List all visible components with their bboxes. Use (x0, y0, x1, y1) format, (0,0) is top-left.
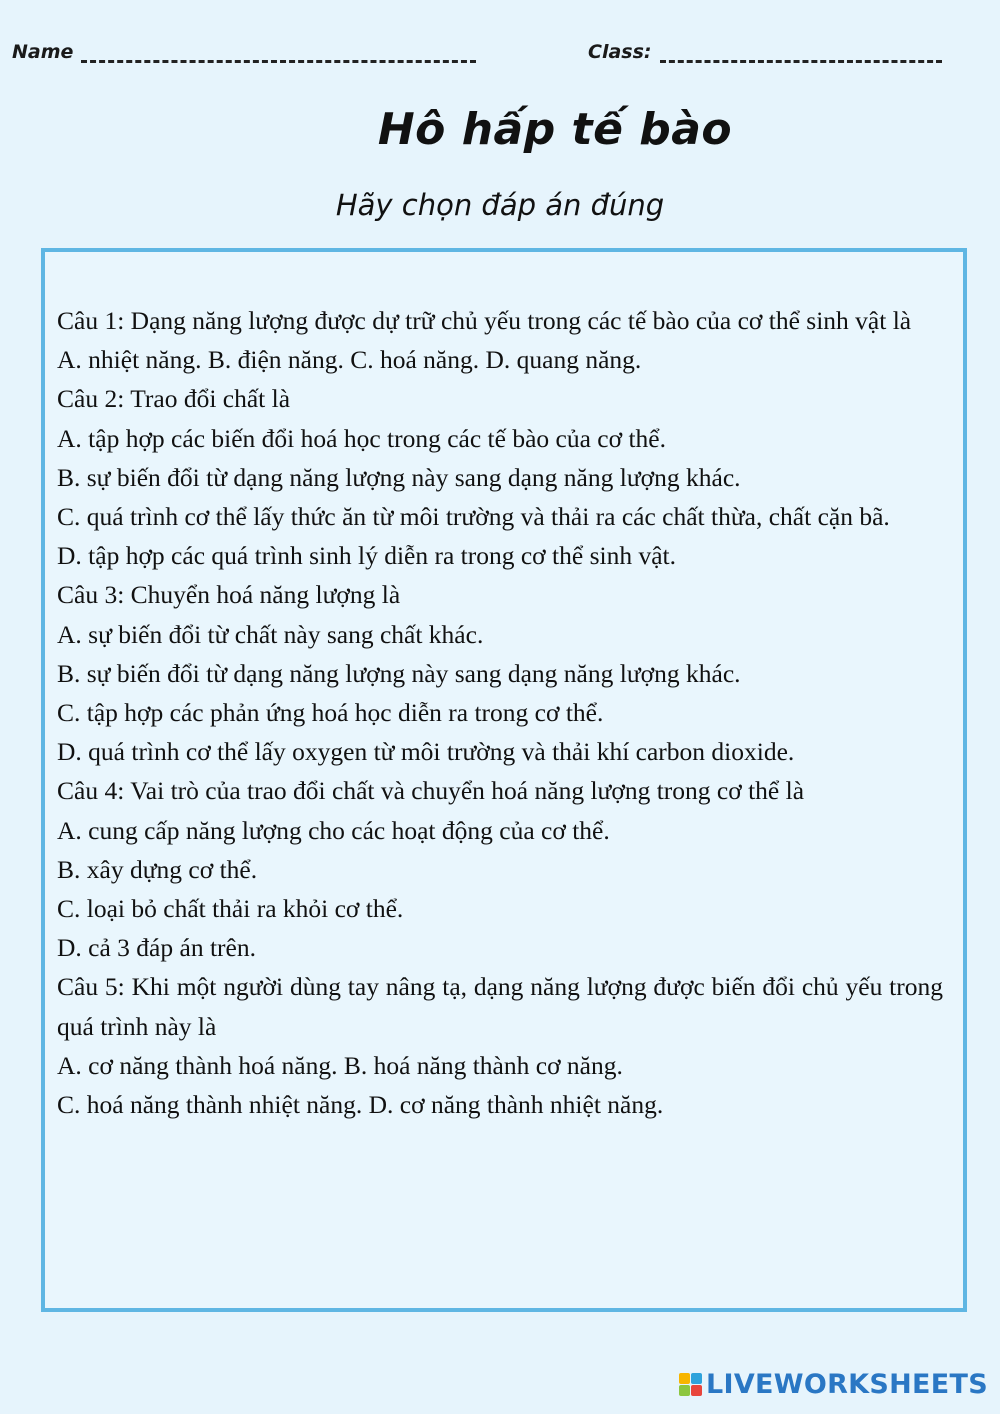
answer-option: D. cả 3 đáp án trên. (57, 933, 256, 963)
answer-option: D. tập hợp các quá trình sinh lý diễn ra trong cơ thể sinh vật. (57, 541, 676, 571)
answer-option: A. cơ năng thành hoá năng. B. hoá năng thành cơ năng. (57, 1050, 623, 1080)
answer-option: C. quá trình cơ thể lấy thức ăn từ môi trường và thải ra các chất thừa, chất cặn bã. (57, 502, 890, 532)
answer-option: C. tập hợp các phản ứng hoá học diễn ra trong cơ thể. (57, 698, 604, 728)
question-text: Câu 1: Dạng năng lượng được dự trữ chủ yếu trong các tế bào của cơ thể sinh vật là (57, 306, 912, 335)
name-label: Name (12, 41, 74, 63)
class-blank-line[interactable] (660, 40, 942, 63)
answer-option: A. tập hợp các biến đổi hoá học trong các tế bào của cơ thể. (57, 423, 666, 453)
name-field (12, 40, 476, 63)
liveworksheets-logo[interactable] (679, 1369, 988, 1400)
worksheet-subtitle: Hãy chọn đáp án đúng (335, 188, 665, 222)
answer-option: A. cung cấp năng lượng cho các hoạt động của cơ thể. (57, 815, 610, 845)
answer-option: C. hoá năng thành nhiệt năng. D. cơ năng thành nhiệt năng. (57, 1090, 664, 1120)
answer-option: A. nhiệt năng. B. điện năng. C. hoá năng. D. quang năng. (57, 345, 642, 375)
class-field (588, 40, 942, 63)
answer-option: B. xây dựng cơ thể. (57, 854, 258, 884)
question-text: Câu 4: Vai trò của trao đổi chất và chuyển hoá năng lượng trong cơ thể là (57, 776, 805, 806)
question-text: Câu 5: Khi một người dùng tay nâng tạ, dạng năng lượng được biến đổi chủ yếu trong quá trình này là (57, 972, 943, 1041)
questions-list (57, 301, 943, 1124)
worksheet-title: Hô hấp tế bào (377, 104, 733, 155)
class-label: Class: (588, 41, 652, 63)
answer-option: B. sự biến đổi từ dạng năng lượng này sang dạng năng lượng khác. (57, 462, 741, 492)
question-text: Câu 3: Chuyển hoá năng lượng là (57, 580, 401, 610)
answer-option: B. sự biến đổi từ dạng năng lượng này sang dạng năng lượng khác. (57, 658, 741, 688)
answer-option: A. sự biến đổi từ chất này sang chất khác. (57, 619, 484, 649)
name-blank-line[interactable] (81, 40, 476, 63)
answer-option: C. loại bỏ chất thải ra khỏi cơ thể. (57, 894, 404, 924)
question-text: Câu 2: Trao đổi chất là (57, 384, 291, 414)
answer-option: D. quá trình cơ thể lấy oxygen từ môi trường và thải khí carbon dioxide. (57, 737, 795, 767)
logo-text: LIVEWORKSHEETS (705, 1369, 988, 1400)
liveworksheets-logo-icon (679, 1373, 702, 1396)
